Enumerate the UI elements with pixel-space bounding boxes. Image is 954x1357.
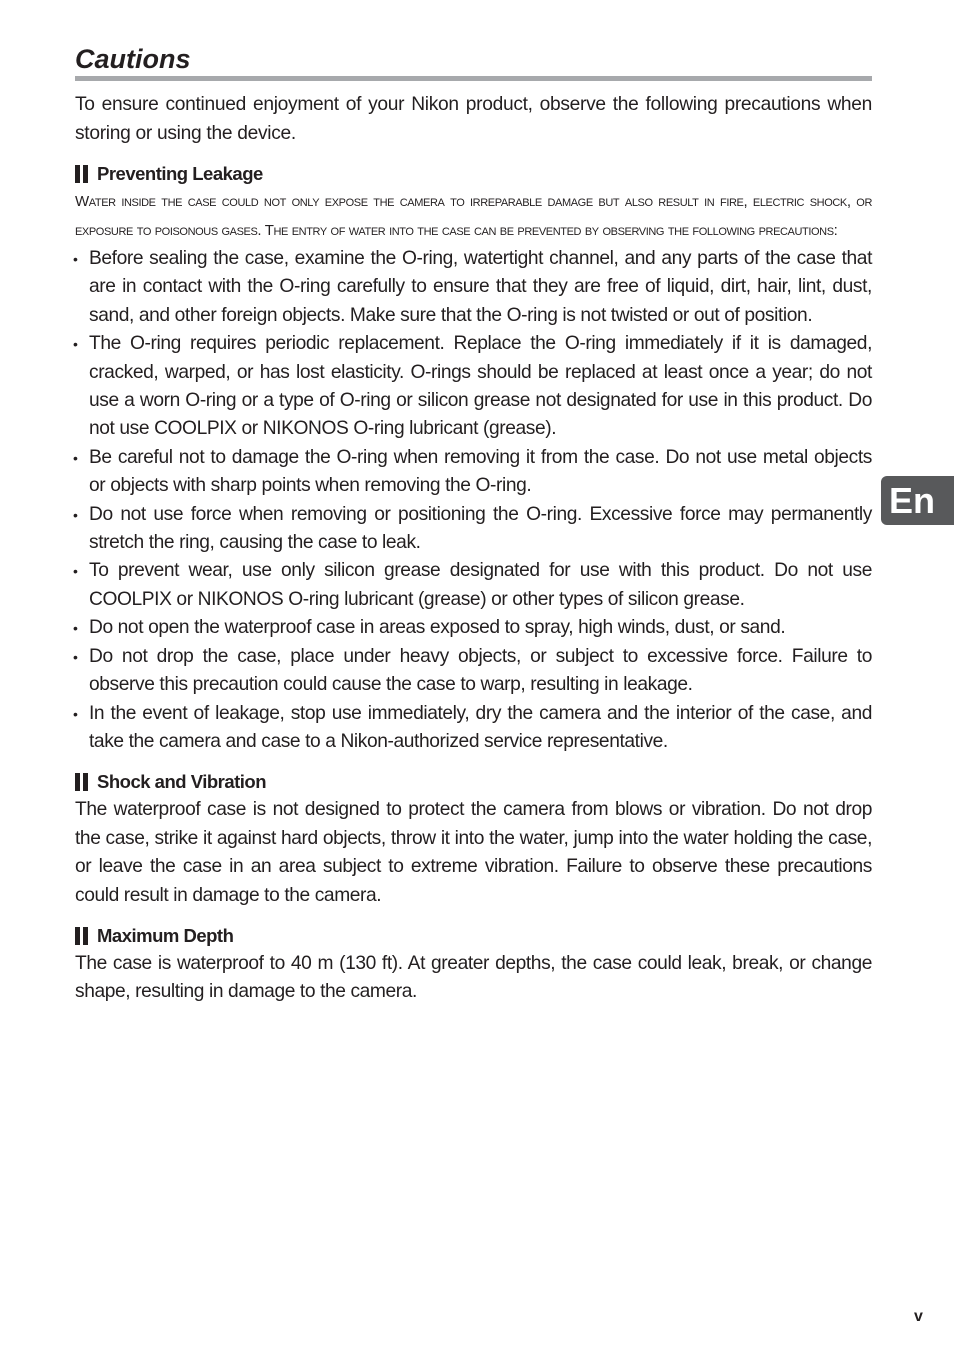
page-number: v [914, 1308, 923, 1325]
depth-paragraph: The case is waterproof to 40 m (130 ft). At greater depths, the case could leak, break, or change shape, resulting in damage to the camera. [75, 952, 872, 1003]
page-title: Cautions [75, 42, 872, 81]
shock-paragraph: The waterproof case is not designed to protect the camera from blows or vibration. Do not drop the case, strike it against hard objects, throw it into the water, jump into the water holding the case, or leave the case in an area subject to extreme vibration. Failure to observe these precautions could result in damage to the camera. [75, 799, 872, 906]
section-marker-icon [75, 927, 88, 945]
list-item: • Before sealing the case, examine the O-ring, watertight channel, and any parts of the case that are in contact with the O-ring carefully to ensure that they are free of liquid, dirt, hair, lint, dust, sand, and other foreign objects. Make sure that the O-ring is not twisted or out of position. [75, 245, 872, 330]
intro-paragraph: To ensure continued enjoyment of your Nikon product, observe the following precautions when storing or using the device. [75, 94, 872, 144]
section-marker-icon [75, 165, 88, 183]
leakage-lead-paragraph: Water inside the case could not only expose the camera to irreparable damage but also result in fire, electric shock, or exposure to poisonous gases. The entry of water into the case can be prevented by observing the following precautions: [75, 193, 872, 239]
list-item: • Do not use force when removing or positioning the O-ring. Excessive force may permanently stretch the ring, causing the case to leak. [75, 501, 872, 558]
section-heading-text: Preventing Leakage [97, 163, 263, 184]
language-tab: En [881, 476, 954, 525]
section-marker-icon [75, 773, 88, 791]
list-item: • Do not open the waterproof case in areas exposed to spray, high winds, dust, or sand. [75, 614, 872, 642]
list-item: • Do not drop the case, place under heavy objects, or subject to excessive force. Failure to observe this precaution could cause the case to warp, resulting in leakage. [75, 643, 872, 700]
section-heading-shock [75, 768, 872, 796]
section-shock-and-vibration [75, 768, 872, 910]
list-item: • Be careful not to damage the O-ring when removing it from the case. Do not use metal objects or objects with sharp points when removing the O-ring. [75, 444, 872, 501]
section-preventing-leakage [75, 160, 872, 756]
cautions-page [75, 42, 872, 1007]
section-heading-text: Maximum Depth [97, 924, 234, 946]
list-item: • To prevent wear, use only silicon grease designated for use with this product. Do not use COOLPIX or NIKONOS O-ring lubricant (grease) or other types of silicon grease. [75, 557, 872, 614]
section-maximum-depth [75, 922, 872, 1007]
section-heading-text: Shock and Vibration [97, 771, 267, 793]
list-item: • The O-ring requires periodic replacement. Replace the O-ring immediately if it is damaged, cracked, warped, or has lost elasticity. O-rings should be replaced at least once a year; do not use a worn O-ring or a type of O-ring or silicon grease not designated for use in this product. Do not use COOLPIX or NIKONOS O-ring lubricant (grease). [75, 330, 872, 444]
section-heading-leakage [75, 160, 872, 188]
leakage-precautions-list [75, 245, 872, 756]
section-heading-depth [75, 922, 872, 950]
list-item: • In the event of leakage, stop use immediately, dry the camera and the interior of the case, and take the camera and case to a Nikon-authorized service representative. [75, 700, 872, 757]
